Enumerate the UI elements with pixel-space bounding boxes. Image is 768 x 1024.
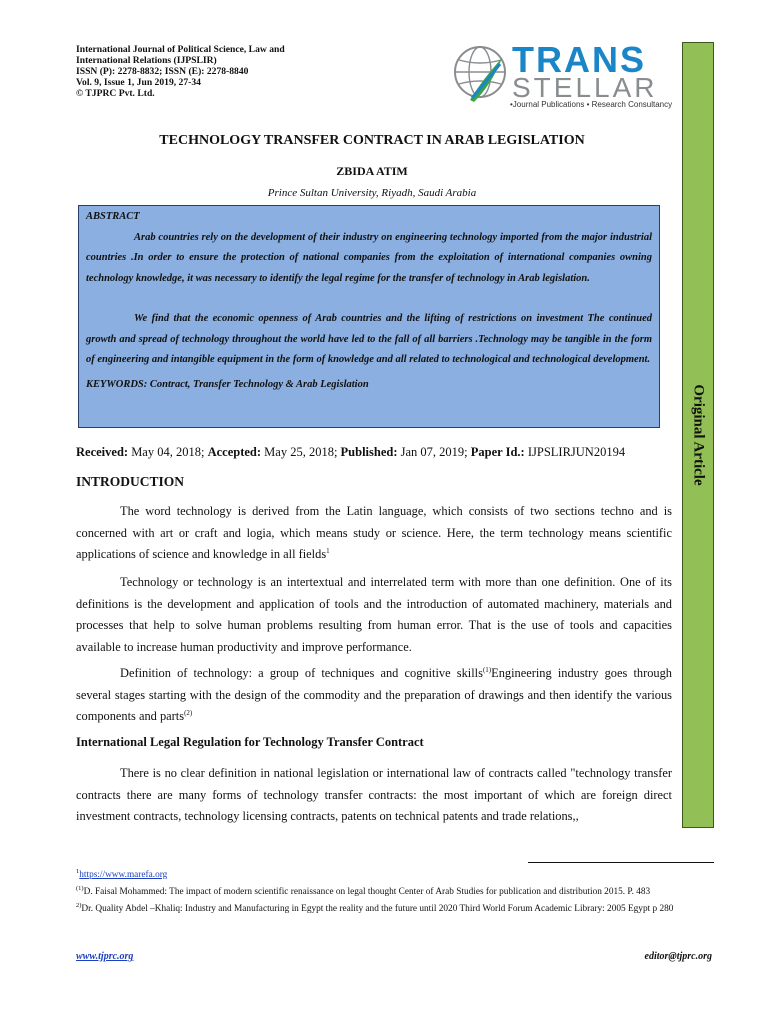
journal-name-line1: International Journal of Political Science, Law and xyxy=(76,44,285,55)
footnote-2 xyxy=(76,883,714,898)
accepted-label: Accepted: xyxy=(207,445,262,459)
intro-paragraph-3 xyxy=(76,663,672,728)
introduction-heading: INTRODUCTION xyxy=(76,474,185,489)
footnote-ref-3: (2) xyxy=(184,708,193,717)
abstract-box xyxy=(78,205,660,428)
section-paragraph-1: There is no clear definition in national legislation or international law of contracts called "technology transfer contracts there are many forms of technology transfer contracts: the most important of which are foreign direct investment contracts, technology licensing contracts, patents on technical patents and trade relations,, xyxy=(76,766,672,823)
footnote-3-text: Dr. Quality Abdel –Khaliq: Industry and Manufacturing in Egypt the reality and the future until 2020 Third World Forum Academic Library: 2005 Egypt p 280 xyxy=(81,904,674,915)
journal-name-line2: International Relations (IJPSLIR) xyxy=(76,55,217,66)
journal-issn: ISSN (P): 2278-8832; ISSN (E): 2278-8840 xyxy=(76,66,249,77)
footnote-1-marker: 1 xyxy=(76,868,80,875)
footnote-1-link[interactable]: https://www.marefa.org xyxy=(79,870,168,881)
footnote-3-marker: 2) xyxy=(76,902,82,910)
intro-paragraph-2: Technology or technology is an intertextual and interrelated term with more than one definition. One of its definitions is the development and application of tools and the introduction of automated machinery, materials and processes that help to solve human problems resulting from human error. That is the use of tools and capacities available to increase human productivity and improve performance. xyxy=(76,575,672,654)
original-article-label: Original Article xyxy=(690,384,707,486)
published-label: Published: xyxy=(340,445,398,459)
footnote-1 xyxy=(76,866,714,881)
footnote-2-marker: (1) xyxy=(76,885,84,893)
abstract-paragraph-1: Arab countries rely on the development of their industry on engineering technology imported from the major industrial countries .In order to ensure the protection of national companies from the exploitation of international companies owning technology knowledge, it was necessary to identify the legal regime for the transfer of technology in Arab legislation. xyxy=(86,231,652,284)
abstract-keywords: KEYWORDS: Contract, Transfer Technology & Arab Legislation xyxy=(86,378,369,390)
abstract-paragraph-2: We find that the economic openness of Arab countries and the lifting of restrictions on investment The continued growth and spread of technology throughout the world have led to the fall of all barriers .Technology may be tangible in the form of engineering and intangible equipment in the form of knowledge and all related to technological and technological development. xyxy=(86,313,652,365)
footnote-3 xyxy=(76,900,714,915)
paper-title: TECHNOLOGY TRANSFER CONTRACT IN ARAB LEGISLATION xyxy=(159,133,585,148)
journal-volume: Vol. 9, Issue 1, Jun 2019, 27-34 xyxy=(76,77,201,88)
received-label: Received: xyxy=(76,445,129,459)
footnotes xyxy=(76,866,714,917)
paper-id-value: IJPSLIRJUN20194 xyxy=(527,445,626,459)
intro-paragraph-1-text: The word technology is derived from the Latin language, which consists of two sections techno and is concerned with art or craft and logia, which means study or science. Here, the term technology means scientific applications of science and knowledge in all fields xyxy=(76,504,672,561)
journal-info xyxy=(76,44,346,99)
footnote-ref-1: 1 xyxy=(326,546,330,555)
globe-icon xyxy=(452,44,508,106)
intro-paragraph-3-text-a: Definition of technology: a group of techniques and cognitive skills xyxy=(120,666,483,680)
abstract-heading: ABSTRACT xyxy=(86,211,140,222)
accepted-value: May 25, 2018; xyxy=(264,445,338,459)
published-value: Jan 07, 2019; xyxy=(400,445,468,459)
intro-paragraph-3-text-b: Engineering industry goes through several stages starting with the design of the commodity and the preparation of drawings and then identify the various components and parts xyxy=(76,666,672,723)
original-article-band xyxy=(682,42,714,828)
logo-word-stellar: STELLAR xyxy=(512,72,658,103)
footnote-ref-2: (1) xyxy=(482,665,492,674)
transstellar-logo xyxy=(452,40,674,112)
author-affiliation: Prince Sultan University, Riyadh, Saudi Arabia xyxy=(267,187,477,199)
paper-author: ZBIDA ATIM xyxy=(336,164,408,178)
footnote-2-text: D. Faisal Mohammed: The impact of modern scientific renaissance on legal thought Center of Arab Studies for publication and distribution 2015. P. 483 xyxy=(83,887,651,898)
section-subheading: International Legal Regulation for Technology Transfer Contract xyxy=(76,735,424,749)
logo-word-trans: TRANS xyxy=(512,39,646,80)
footer-website-link[interactable]: www.tjprc.org xyxy=(76,951,134,962)
received-dates xyxy=(76,445,625,460)
received-value: May 04, 2018; xyxy=(131,445,205,459)
footnote-divider xyxy=(528,862,714,863)
logo-tagline: •Journal Publications • Research Consultancy xyxy=(510,100,673,109)
journal-copyright: © TJPRC Pvt. Ltd. xyxy=(76,88,155,99)
paper-id-label: Paper Id.: xyxy=(470,445,525,459)
intro-paragraph-1 xyxy=(76,501,672,566)
footer-email: editor@tjprc.org xyxy=(644,951,712,962)
